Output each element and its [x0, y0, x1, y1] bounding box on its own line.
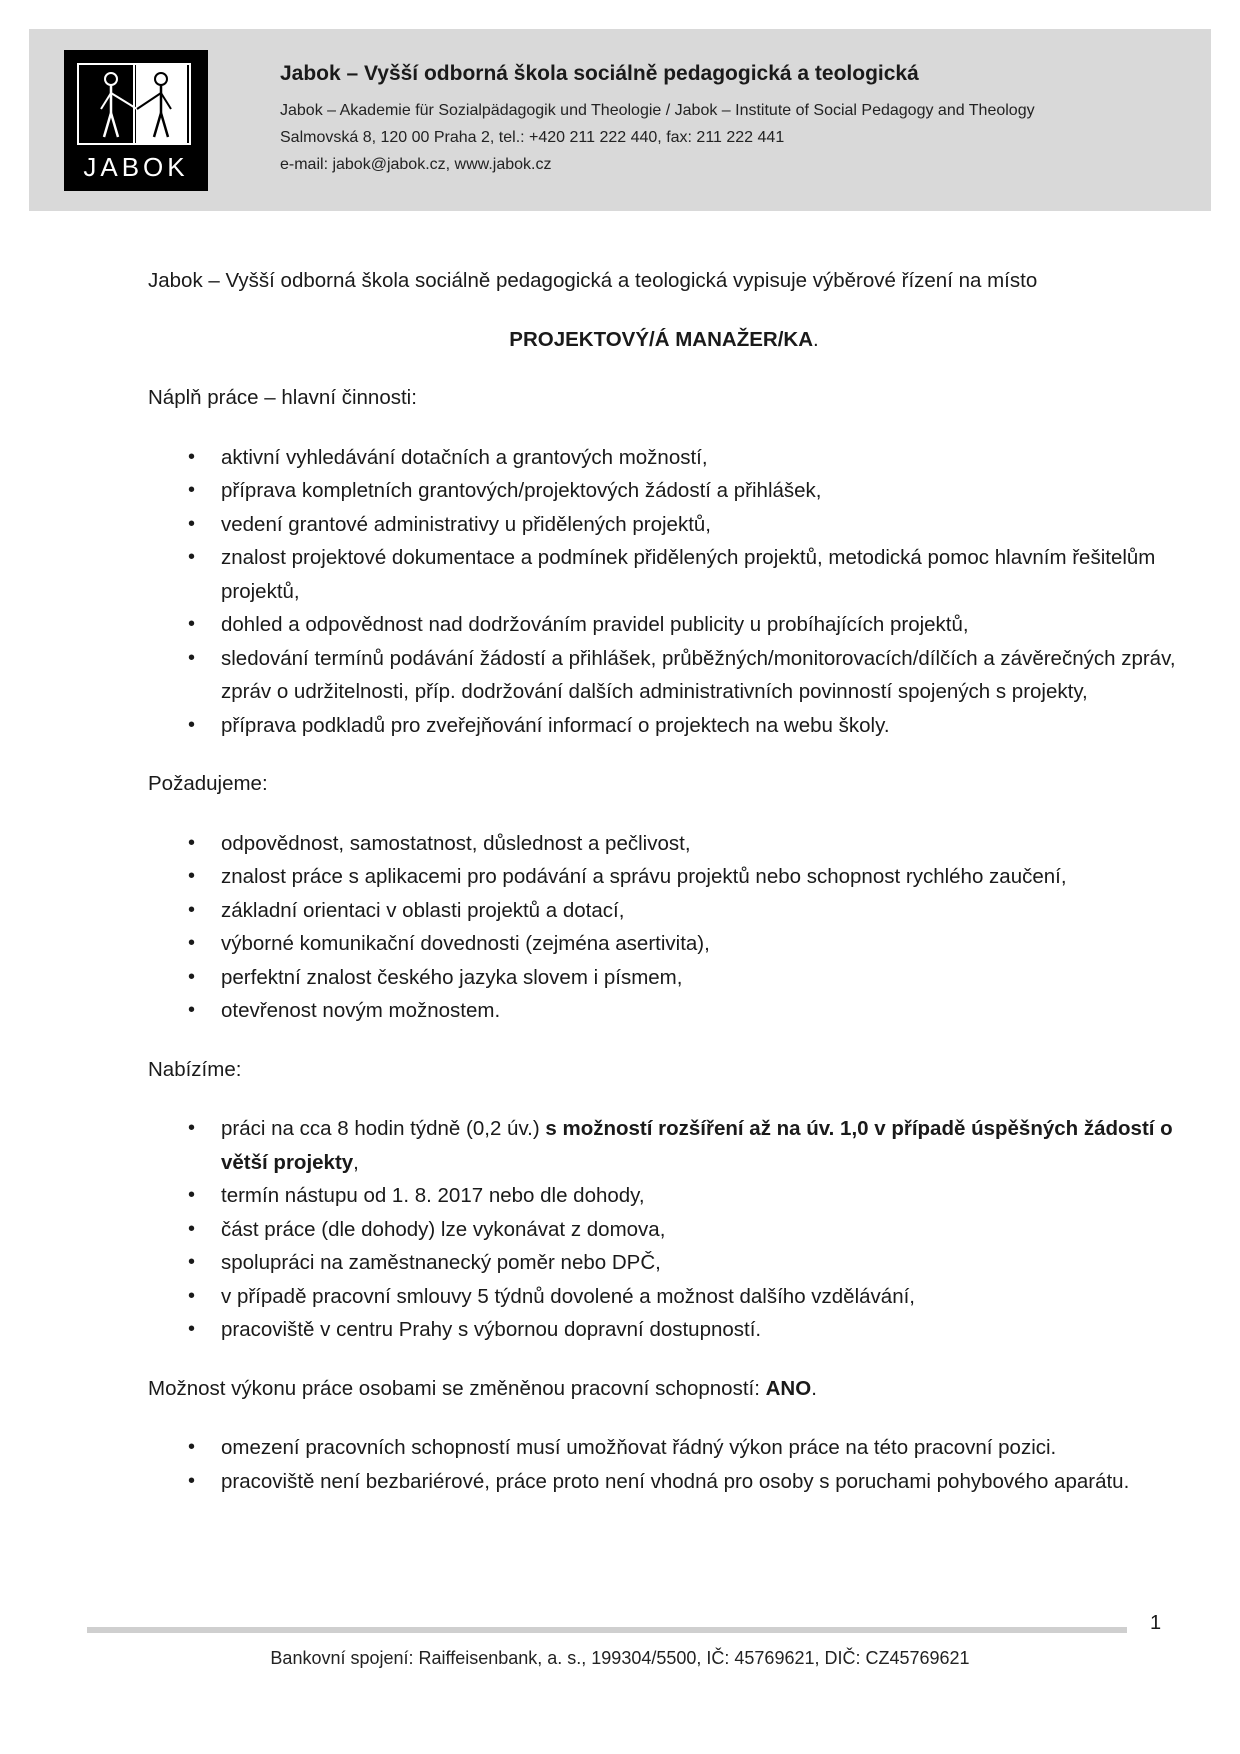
list-item: • sledování termínů podávání žádostí a přihlášek, průběžných/monitorovacích/dílčích a závěrečných zpráv, zpráv o udržitelnosti, příp. dodržování dalších administrativních povinností spojených s projekty,	[148, 642, 1180, 709]
list-item: • výborné komunikační dovednosti (zejména asertivita),	[148, 927, 1180, 961]
offer-workload-emphasis: s možností rozšíření až na úv. 1,0 v případě úspěšných žádostí o větší projekty	[221, 1117, 1173, 1174]
disability-answer: ANO	[765, 1376, 812, 1400]
school-name-translations: Jabok – Akademie für Sozialpädagogik und Theologie / Jabok – Institute of Social Pedagogy and Theology	[280, 102, 1035, 119]
requirements-heading: Požadujeme:	[148, 772, 268, 795]
list-item: • otevřenost novým možnostem.	[148, 994, 1180, 1028]
footer-divider	[87, 1627, 1127, 1633]
list-item: • odpovědnost, samostatnost, důslednost a pečlivost,	[148, 827, 1180, 861]
list-item: • základní orientaci v oblasti projektů a dotací,	[148, 894, 1180, 928]
position-title	[148, 323, 1180, 357]
letterhead	[29, 29, 1211, 211]
list-item: • spolupráci na zaměstnanecký poměr nebo DPČ,	[148, 1246, 1180, 1280]
people-holding-hands-icon	[79, 65, 189, 143]
logo-figures-frame	[77, 63, 191, 145]
page-number: 1	[1150, 1612, 1162, 1634]
list-item: • dohled a odpovědnost nad dodržováním pravidel publicity u probíhajících projektů,	[148, 608, 1180, 642]
list-item: • příprava kompletních grantových/projektových žádostí a přihlášek,	[148, 474, 1180, 508]
position-title-suffix: .	[813, 327, 819, 351]
school-contact: e-mail: jabok@jabok.cz, www.jabok.cz	[280, 156, 552, 173]
offer-workload-text: práci na cca 8 hodin týdně (0,2 úv.)	[221, 1117, 546, 1140]
logo-text: JABOK	[83, 152, 189, 182]
list-item: • omezení pracovních schopností musí umožňovat řádný výkon práce na této pracovní pozici.	[148, 1431, 1180, 1465]
disability-question: Možnost výkonu práce osobami se změněnou pracovní schopností:	[148, 1376, 766, 1400]
list-item: • příprava podkladů pro zveřejňování informací o projektech na webu školy.	[148, 709, 1180, 743]
disability-list	[148, 1431, 1180, 1498]
list-item: • pracoviště není bezbariérové, práce proto není vhodná pro osoby s poruchami pohybového aparátu.	[148, 1465, 1180, 1499]
intro-paragraph: Jabok – Vyšší odborná škola sociálně pedagogická a teologická vypisuje výběrové řízení na místo	[148, 269, 1038, 292]
list-item: • termín nástupu od 1. 8. 2017 nebo dle dohody,	[148, 1179, 1180, 1213]
letterhead-text	[280, 62, 1035, 178]
school-name: Jabok – Vyšší odborná škola sociálně pedagogická a teologická	[280, 62, 919, 85]
duties-heading: Náplň práce – hlavní činnosti:	[148, 386, 417, 409]
disability-heading	[148, 1372, 1180, 1406]
list-item: • aktivní vyhledávání dotačních a grantových možností,	[148, 441, 1180, 475]
list-item: • perfektní znalost českého jazyka slovem i písmem,	[148, 961, 1180, 995]
bank-details-footer: Bankovní spojení: Raiffeisenbank, a. s., 199304/5500, IČ: 45769621, DIČ: CZ45769621	[270, 1648, 970, 1668]
requirements-list	[148, 827, 1180, 1028]
jabok-logo	[64, 50, 208, 191]
list-item: • znalost projektové dokumentace a podmínek přidělených projektů, metodická pomoc hlavním řešitelům projektů,	[148, 541, 1180, 608]
list-item	[148, 1112, 1180, 1179]
list-item: • část práce (dle dohody) lze vykonávat z domova,	[148, 1213, 1180, 1247]
school-address: Salmovská 8, 120 00 Praha 2, tel.: +420 211 222 440, fax: 211 222 441	[280, 129, 785, 146]
offer-heading: Nabízíme:	[148, 1057, 242, 1081]
list-item: • v případě pracovní smlouvy 5 týdnů dovolené a možnost dalšího vzdělávání,	[148, 1280, 1180, 1314]
position-title-text: PROJEKTOVÝ/Á MANAŽER/KA	[509, 327, 814, 351]
document-body	[148, 264, 1180, 1498]
offer-workload-end: ,	[353, 1150, 359, 1174]
list-item: • pracoviště v centru Prahy s výbornou dopravní dostupností.	[148, 1313, 1180, 1347]
disability-answer-end: .	[811, 1376, 817, 1400]
offer-list	[148, 1112, 1180, 1347]
duties-list	[148, 441, 1180, 743]
list-item: • vedení grantové administrativy u přidělených projektů,	[148, 508, 1180, 542]
list-item: • znalost práce s aplikacemi pro podávání a správu projektů nebo schopnost rychlého zaučení,	[148, 860, 1180, 894]
